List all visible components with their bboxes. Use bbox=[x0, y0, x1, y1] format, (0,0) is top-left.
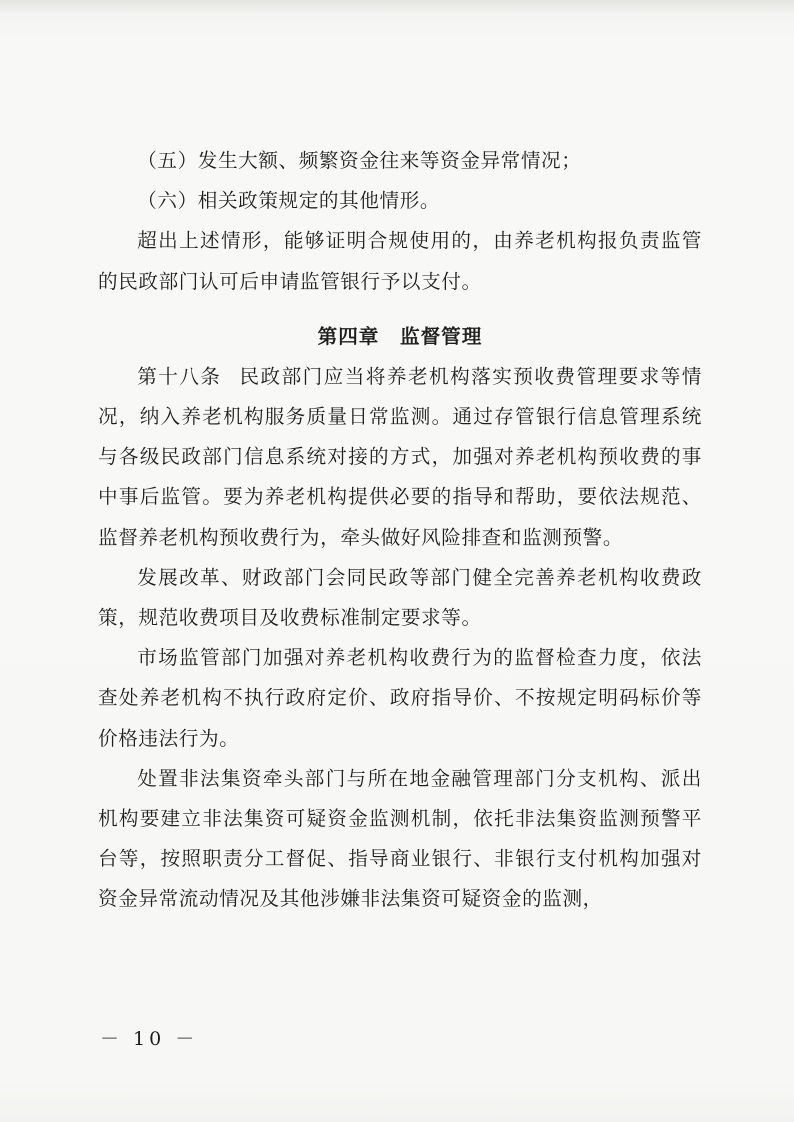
chapter-number: 第四章 bbox=[317, 324, 380, 348]
document-body bbox=[98, 141, 702, 920]
article-number: 第十八条 bbox=[137, 364, 222, 388]
scan-edge-shadow bbox=[0, 0, 794, 14]
spacer bbox=[98, 302, 702, 313]
paragraph-exceeding-cases: 超出上述情形，能够证明合规使用的，由养老机构报负责监管的民政部门认可后申请监管银行予以支付。 bbox=[98, 229, 702, 293]
paragraph-item-five: （五）发生大额、频繁资金往来等资金异常情况； bbox=[137, 149, 582, 172]
paragraph-development-reform: 发展改革、财政部门会同民政等部门健全完善养老机构收费政策，规范收费项目及收费标准制定要求等。 bbox=[98, 565, 702, 630]
paragraph-illegal-fundraising: 处置非法集资牵头部门与所在地金融管理部门分支机构、派出机构要建立非法集资可疑资金监测机制，依托非法集资监测预警平台等，按照职责分工督促、指导商业银行、非银行支付机构加强对资金异常流动情况及其他涉嫌非法集资可疑资金的监测， bbox=[98, 766, 702, 911]
paragraph-market-supervision: 市场监管部门加强对养老机构收费行为的监督检查力度，依法查处养老机构不执行政府定价、政府指导价、不按规定明码标价等价格违法行为。 bbox=[98, 646, 702, 750]
paragraph-item-six: （六）相关政策规定的其他情形。 bbox=[137, 189, 441, 213]
article-18-paragraph bbox=[98, 357, 702, 558]
page-number: － 10 － bbox=[100, 1028, 199, 1050]
chapter-title: 监督管理 bbox=[400, 324, 483, 348]
chapter-heading bbox=[98, 313, 702, 357]
article-text: 民政部门应当将养老机构落实预收费管理要求等情况，纳入养老机构服务质量日常监测。通过存管银行信息管理系统与各级民政部门信息系统对接的方式，加强对养老机构预收费的事中事后监管。要为养老机构提供必要的指导和帮助，要依法规范、监督养老机构预收费行为，牵头做好风险排查和监测预警。 bbox=[98, 364, 702, 549]
